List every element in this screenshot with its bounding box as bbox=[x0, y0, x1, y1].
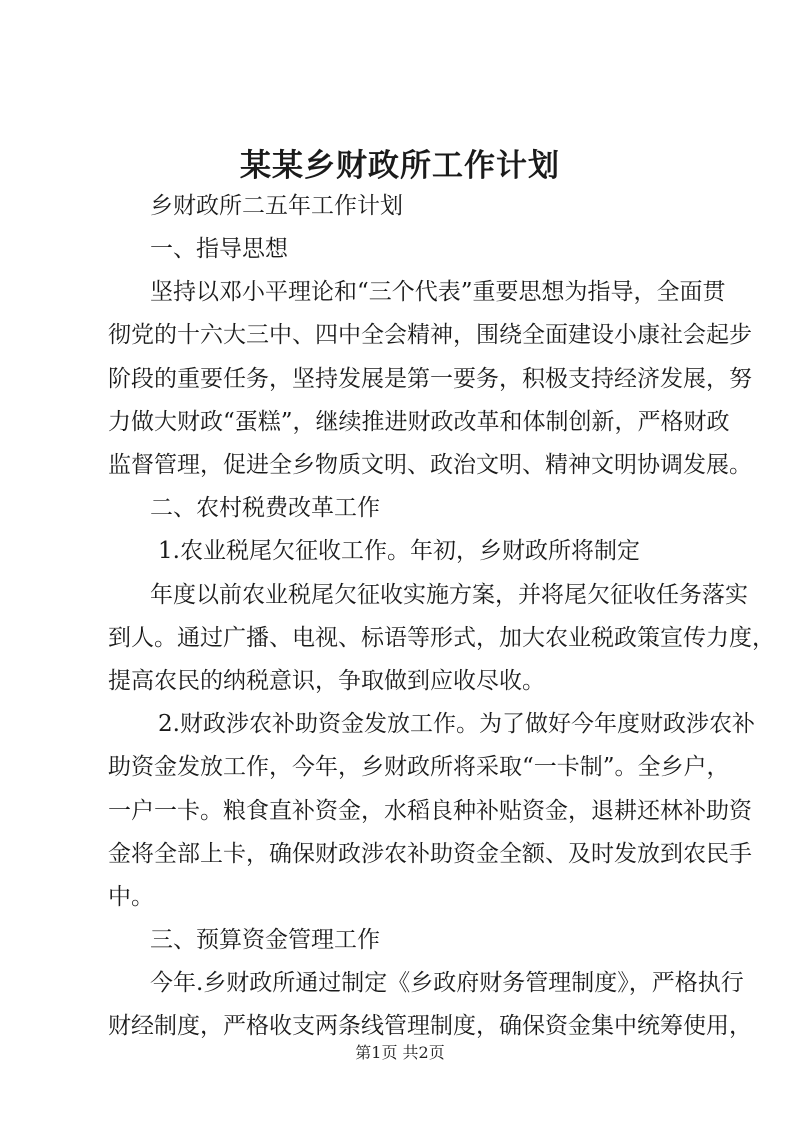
section-heading-1: 一、指导思想 bbox=[150, 236, 288, 262]
paragraph-line: 金将全部上卡，确保财政涉农补助资金全额、及时发放到农民手 bbox=[108, 841, 752, 867]
paragraph-line: 一户一卡。粮食直补资金，水稻良种补贴资金，退耕还林补助资 bbox=[108, 798, 752, 824]
paragraph-line: 力做大财政“蛋糕”，继续推进财政改革和体制创新，严格财政 bbox=[108, 409, 730, 435]
paragraph-line: 今年.乡财政所通过制定《乡政府财务管理制度》，严格执行 bbox=[150, 970, 744, 996]
subtitle-line: 乡财政所二五年工作计划 bbox=[150, 193, 403, 219]
paragraph-line: 到人。通过广播、电视、标语等形式，加大农业税政策宣传力度， bbox=[108, 625, 775, 651]
paragraph-line: 彻党的十六大三中、四中全会精神，围绕全面建设小康社会起步 bbox=[108, 322, 752, 348]
paragraph-line: 监督管理，促进全乡物质文明、政治文明、精神文明协调发展。 bbox=[108, 452, 752, 478]
paragraph-line: 中。 bbox=[108, 884, 154, 910]
paragraph-line: 年度以前农业税尾欠征收实施方案，并将尾欠征收任务落实 bbox=[150, 582, 748, 608]
section-heading-3: 三、预算资金管理工作 bbox=[150, 927, 380, 953]
page-footer: 第1页 共2页 bbox=[355, 1043, 445, 1062]
paragraph-line: 2.财政涉农补助资金发放工作。为了做好今年度财政涉农补 bbox=[158, 711, 755, 737]
paragraph-line: 提高农民的纳税意识，争取做到应收尽收。 bbox=[108, 668, 545, 694]
paragraph-line: 坚持以邓小平理论和“三个代表”重要思想为指导，全面贯 bbox=[150, 279, 726, 305]
paragraph-line: 财经制度，严格收支两条线管理制度，确保资金集中统筹使用， bbox=[108, 1013, 752, 1039]
document-title: 某某乡财政所工作计划 bbox=[240, 148, 560, 184]
paragraph-line: 1.农业税尾欠征收工作。年初，乡财政所将制定 bbox=[158, 538, 640, 564]
paragraph-line: 助资金发放工作，今年，乡财政所将采取“一卡制”。全乡户， bbox=[108, 754, 730, 780]
section-heading-2: 二、农村税费改革工作 bbox=[150, 495, 380, 521]
paragraph-line: 阶段的重要任务，坚持发展是第一要务，积极支持经济发展，努 bbox=[108, 366, 752, 392]
